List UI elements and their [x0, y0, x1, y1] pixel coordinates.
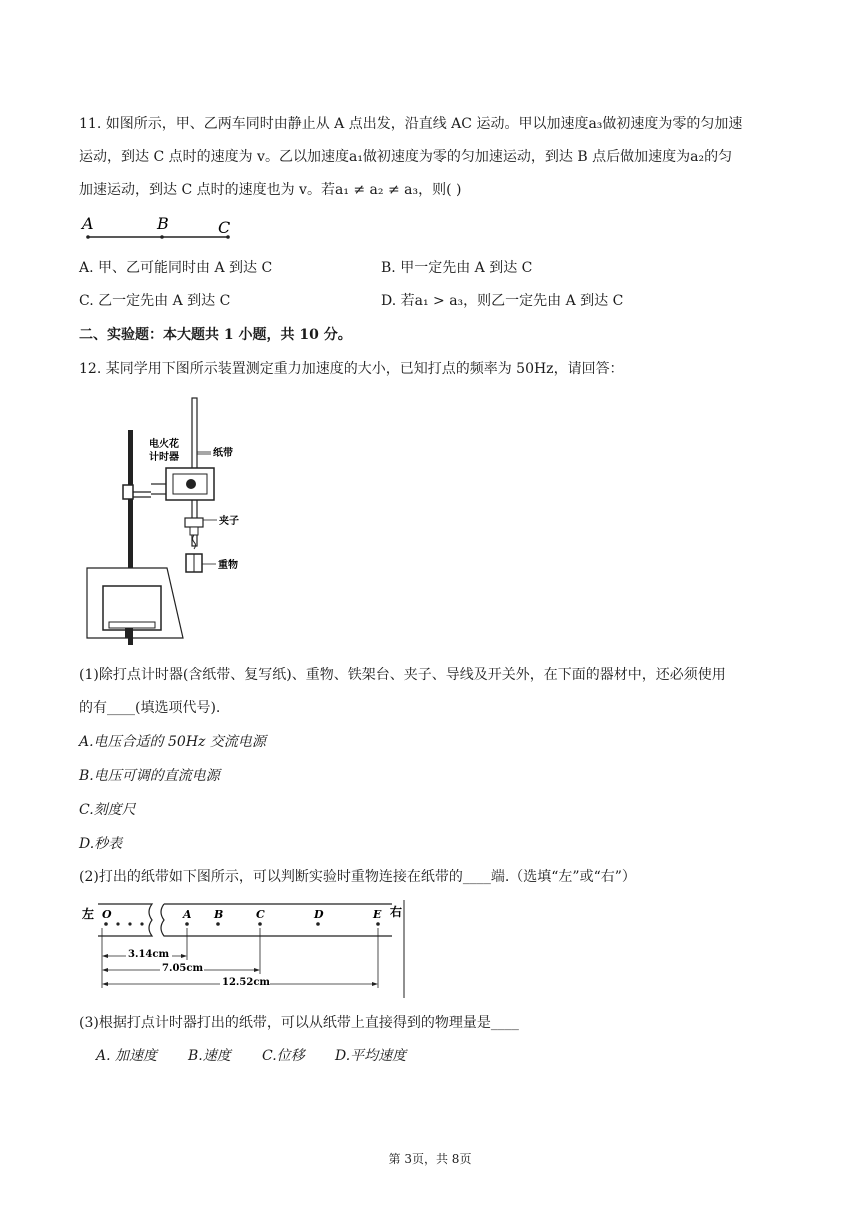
timer-label-2: 计时器 [149, 452, 179, 463]
distance-oc: 7.05cm [162, 963, 204, 974]
point-b-label: B [157, 214, 169, 233]
q12-part1-line-1: (1)除打点计时器(含纸带、复写纸)、重物、铁架台、夹子、导线及开关外，在下面的器材中，还必须使用 [79, 667, 726, 683]
q12-p3-option-c: C.位移 [262, 1048, 305, 1064]
q11-option-b: B. 甲一定先由 A 到达 C [381, 260, 533, 276]
q11-line-2: 运动，到达 C 点时的速度为 v。乙以加速度a₁做初速度为零的匀加速运动，到达 B 点后做加速度为a₂的匀 [79, 149, 733, 165]
q11-line-1: 11. 如图所示，甲、乙两车同时由静止从 A 点出发，沿直线 AC 运动。甲以加速度a₃做初速度为零的匀加速 [79, 116, 743, 132]
q11-line-3: 加速运动，到达 C 点时的速度也为 v。若a₁ ≠ a₂ ≠ a₃，则( ) [79, 182, 462, 198]
q12-p3-option-d: D.平均速度 [335, 1048, 407, 1064]
timer-label-1: 电火花 [149, 439, 179, 450]
tape-point-e: E [373, 908, 382, 921]
weight-label: 重物 [218, 560, 238, 571]
apparatus-figure [79, 390, 259, 648]
tape-left-label: 左 [82, 907, 95, 921]
q12-p3-option-b: B.速度 [188, 1048, 231, 1064]
q12-part1-line-2: 的有____(填选项代号). [79, 700, 221, 716]
q12-stem: 12. 某同学用下图所示装置测定重力加速度的大小，已知打点的频率为 50Hz，请回答： [79, 361, 624, 377]
distance-oe: 12.52cm [222, 977, 270, 988]
tape-point-d: D [314, 908, 324, 921]
tape-right-label: 右 [390, 905, 403, 919]
page-footer: 第 3页，共 8页 [388, 1152, 472, 1166]
tape-point-o: O [102, 908, 112, 921]
q11-line-figure [80, 212, 240, 248]
paper-tape-figure [80, 900, 410, 998]
q12-option-c: C.刻度尺 [79, 802, 136, 818]
q11-option-d: D. 若a₁ > a₃，则乙一定先由 A 到达 C [381, 293, 624, 309]
tape-point-c: C [256, 908, 265, 921]
point-a-label: A [82, 214, 94, 233]
q12-p3-option-a: A. 加速度 [96, 1048, 158, 1064]
q12-part2: (2)打出的纸带如下图所示，可以判断实验时重物连接在纸带的____端.（选填“左”或“右”） [79, 869, 636, 885]
q12-option-b: B.电压可调的直流电源 [79, 768, 220, 784]
q12-option-d: D.秒表 [79, 836, 123, 852]
distance-oa: 3.14cm [128, 949, 170, 960]
q11-option-a: A. 甲、乙可能同时由 A 到达 C [79, 260, 273, 276]
q11-option-c: C. 乙一定先由 A 到达 C [79, 293, 231, 309]
q12-part3: (3)根据打点计时器打出的纸带，可以从纸带上直接得到的物理量是____ [79, 1015, 519, 1031]
point-c-label: C [218, 218, 231, 237]
clip-label: 夹子 [219, 516, 239, 527]
tape-point-a: A [183, 908, 192, 921]
section-heading: 二、实验题：本大题共 1 小题，共 10 分。 [79, 327, 352, 343]
tape-label: 纸带 [213, 448, 233, 459]
q12-option-a: A.电压合适的 50Hz 交流电源 [79, 734, 266, 750]
tape-point-b: B [214, 908, 224, 921]
